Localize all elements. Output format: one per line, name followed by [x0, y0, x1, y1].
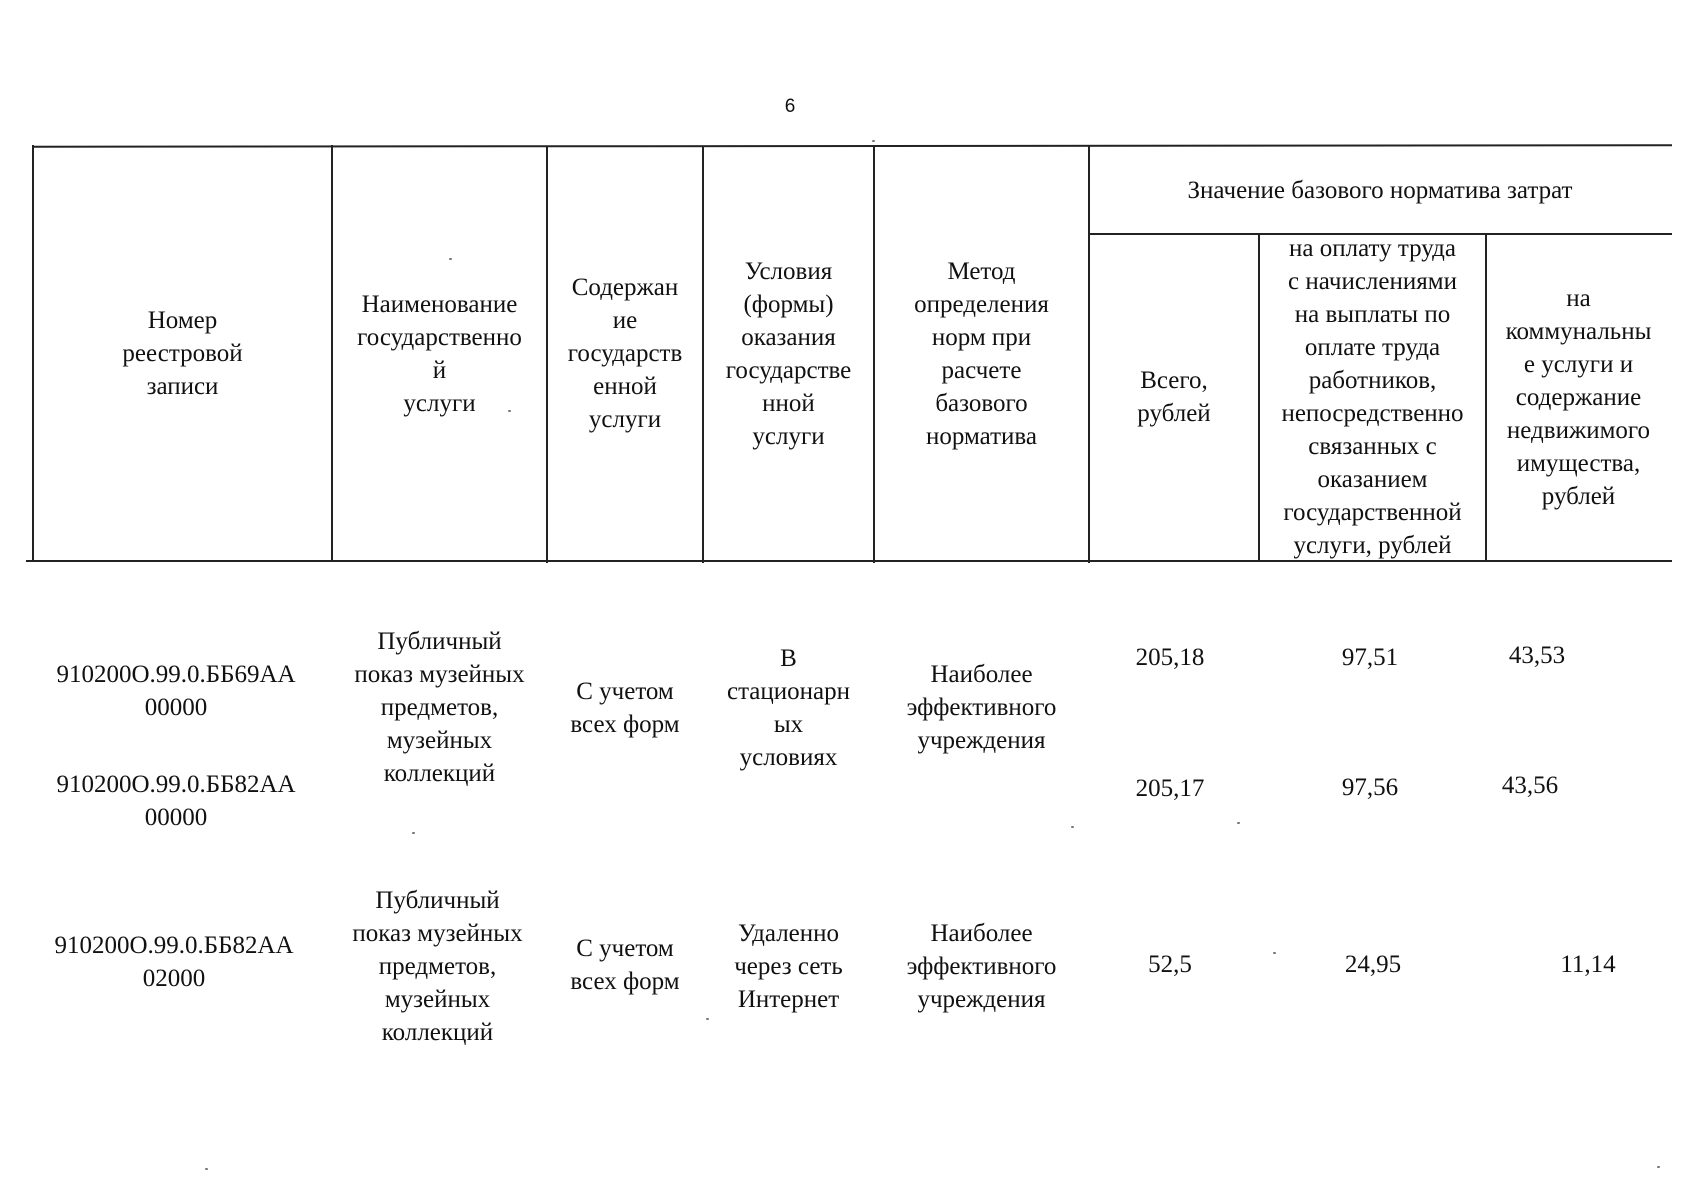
- service-content: С учетом всех форм: [570, 935, 680, 995]
- total-value: 52,5: [1148, 951, 1192, 978]
- header-total: Всего, рублей: [1137, 367, 1211, 427]
- utilities-value: 43,53: [1508, 642, 1566, 669]
- header-service-content: Содержан ие государств енной услуги: [567, 274, 683, 433]
- labor-value: 97,51: [1341, 644, 1399, 671]
- service-conditions: Удаленно через сеть Интернет: [734, 920, 843, 1013]
- scan-speck: [1237, 822, 1240, 824]
- header-registry-number: Номер реестровой записи: [122, 307, 243, 400]
- registry-number: 910200О.99.0.ББ82АА 02000: [54, 932, 294, 992]
- service-name: Публичный показ музейных предметов, музейных коллекций: [352, 887, 523, 1046]
- labor-value: 24,95: [1344, 951, 1402, 978]
- service-content: С учетом всех форм: [570, 678, 680, 738]
- scan-speck: [1657, 1166, 1660, 1168]
- registry-number: 910200О.99.0.ББ82АА 00000: [56, 771, 296, 831]
- scan-speck: [1273, 952, 1276, 954]
- scan-speck: [205, 1168, 208, 1170]
- registry-number: 910200О.99.0.ББ69АА 00000: [56, 661, 296, 721]
- scan-speck: [412, 832, 415, 834]
- header-service-conditions: Условия (формы) оказания государстве нной услуги: [725, 257, 852, 450]
- page-number: 6: [784, 96, 796, 117]
- scan-speck: [1071, 826, 1074, 828]
- utilities-value: 11,14: [1560, 951, 1616, 978]
- header-method: Метод определения норм при расчете базового норматива: [914, 257, 1049, 450]
- scan-speck: [872, 140, 875, 142]
- labor-value: 97,56: [1341, 774, 1399, 801]
- scan-speck: [706, 1018, 709, 1020]
- total-value: 205,18: [1135, 644, 1205, 671]
- scan-speck: [449, 258, 452, 260]
- header-group-title: Значение базового норматива затрат: [1187, 177, 1573, 204]
- total-value: 205,17: [1135, 775, 1205, 802]
- utilities-value: 43,56: [1501, 772, 1559, 799]
- determination-method: Наиболее эффективного учреждения: [906, 920, 1057, 1013]
- scan-speck: [508, 410, 511, 412]
- header-utilities-costs: на коммунальны е услуги и содержание недвижимого имущества, рублей: [1505, 284, 1652, 510]
- header-labor-costs: на оплату труда с начислениями на выплаты по оплате труда работников, непосредственно связанных с оказанием государственной услуги, рублей: [1281, 235, 1464, 559]
- determination-method: Наиболее эффективного учреждения: [906, 661, 1057, 754]
- service-name: Публичный показ музейных предметов, музейных коллекций: [354, 628, 525, 787]
- service-conditions: В стационарн ых условиях: [726, 645, 851, 771]
- header-service-name: Наименование государственно й услуги: [357, 290, 522, 417]
